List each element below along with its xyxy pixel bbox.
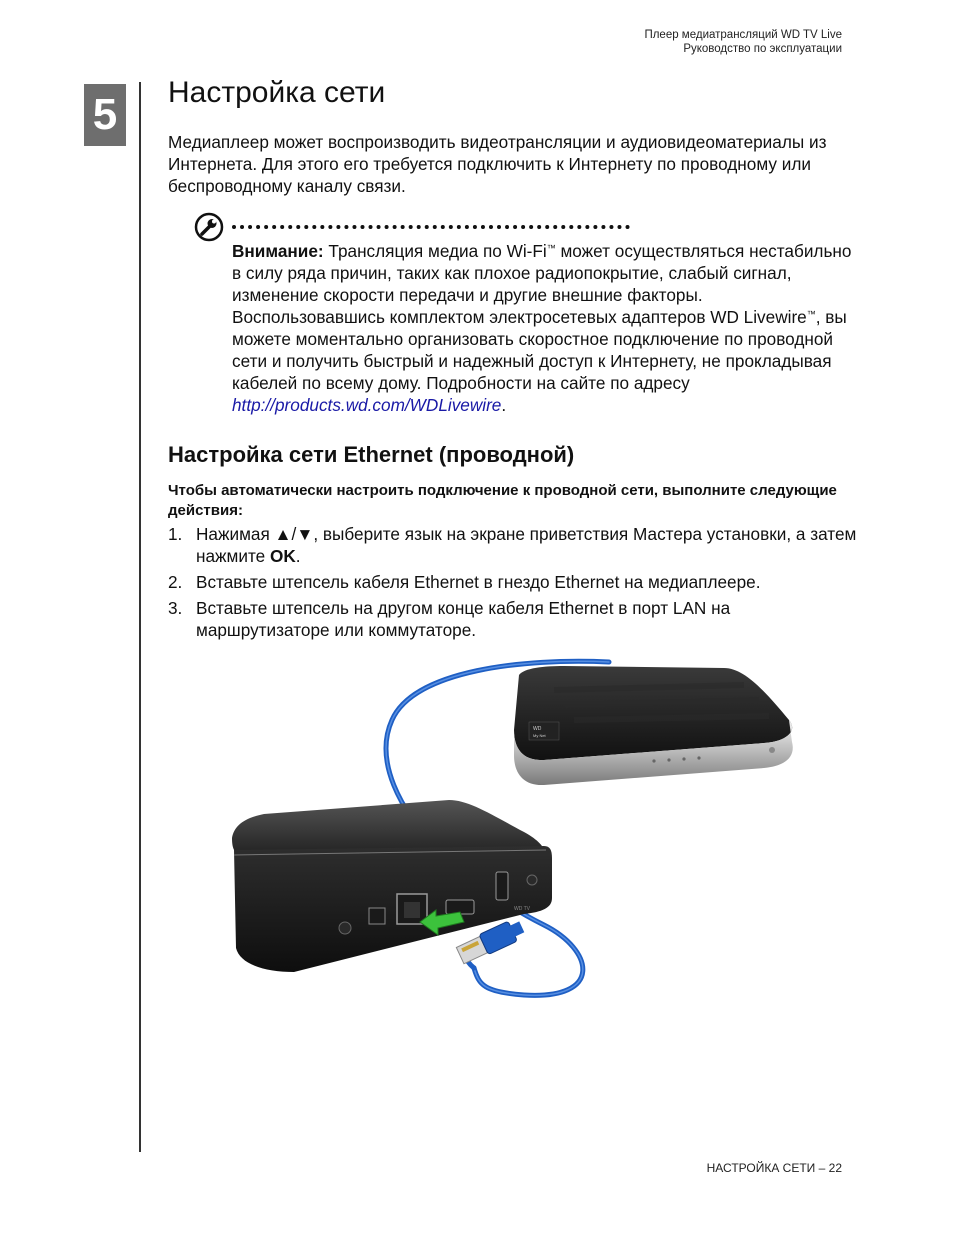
step-text-mid: , выберите язык на экране приветствия Мастера установки, а затем нажмите bbox=[196, 524, 857, 566]
wrench-icon bbox=[194, 212, 224, 242]
steps-list bbox=[168, 523, 858, 645]
trademark-symbol: ™ bbox=[546, 243, 556, 253]
player-label: WD TV bbox=[514, 906, 531, 912]
step-text-pre: Нажимая bbox=[196, 524, 275, 544]
note-text-1: Трансляция медиа по Wi-Fi bbox=[323, 241, 547, 261]
trademark-symbol: ™ bbox=[806, 309, 816, 319]
router-brand: WD bbox=[533, 726, 542, 732]
intro-paragraph: Медиаплеер может воспроизводить видеотрансляции и аудиовидеоматериалы из Интернета. Для этого его требуется подключить к Интернету по проводному или беспроводному каналу связи. bbox=[168, 132, 827, 196]
step-text: Вставьте штепсель кабеля Ethernet в гнездо Ethernet на медиаплеере. bbox=[196, 572, 761, 592]
note-end: . bbox=[501, 395, 507, 415]
step-number: 3. bbox=[168, 598, 183, 618]
note-label: Внимание: bbox=[232, 241, 324, 261]
list-item bbox=[168, 597, 858, 641]
router bbox=[514, 666, 793, 785]
list-item bbox=[168, 523, 858, 567]
step-text: Вставьте штепсель на другом конце кабеля Ethernet в порт LAN на маршрутизаторе или коммутаторе. bbox=[196, 598, 731, 640]
step-text-end: . bbox=[295, 546, 301, 566]
note-dotted-rule bbox=[232, 225, 630, 229]
note-text-3: , вы можете моментально организовать скоростное подключение по проводной сети и получить быстрый и надежный доступ к Интернету, не прокладывая кабелей по всему дому. Подробности на сайте по адресу bbox=[232, 307, 847, 393]
note-text-2: может осуществляться нестабильно в силу ряда причин, таких как плохое радиопокрытие, слабый сигнал, изменение скорости передачи и другие внешние факторы. Воспользовавшись комплектом электросетевых адаптеров WD Livewire bbox=[232, 241, 852, 327]
header-product: Плеер медиатрансляций WD TV Live bbox=[644, 29, 842, 41]
section-lead: Чтобы автоматически настроить подключение к проводной сети, выполните следующие действия: bbox=[168, 482, 837, 519]
up-down-arrows-icon: ▲/▼ bbox=[274, 524, 314, 544]
ethernet-connection-illustration bbox=[224, 650, 804, 1000]
running-header bbox=[644, 28, 842, 56]
step-number: 1. bbox=[168, 524, 183, 544]
section-heading: Настройка сети Ethernet (проводной) bbox=[168, 442, 575, 467]
header-doc-type: Руководство по эксплуатации bbox=[683, 43, 842, 55]
step-text bbox=[196, 523, 858, 567]
step-number: 2. bbox=[168, 572, 183, 592]
ok-key-label: OK bbox=[269, 546, 296, 566]
note-paragraph bbox=[232, 240, 852, 416]
page-footer: НАСТРОЙКА СЕТИ – 22 bbox=[706, 1161, 842, 1175]
page-title: Настройка сети bbox=[168, 76, 386, 109]
chapter-number-box: 5 bbox=[84, 84, 126, 146]
livewire-link[interactable]: http://products.wd.com/WDLivewire bbox=[232, 395, 502, 415]
vertical-rule bbox=[139, 82, 141, 1152]
router-model: My Net bbox=[533, 733, 546, 738]
list-item bbox=[168, 571, 858, 593]
